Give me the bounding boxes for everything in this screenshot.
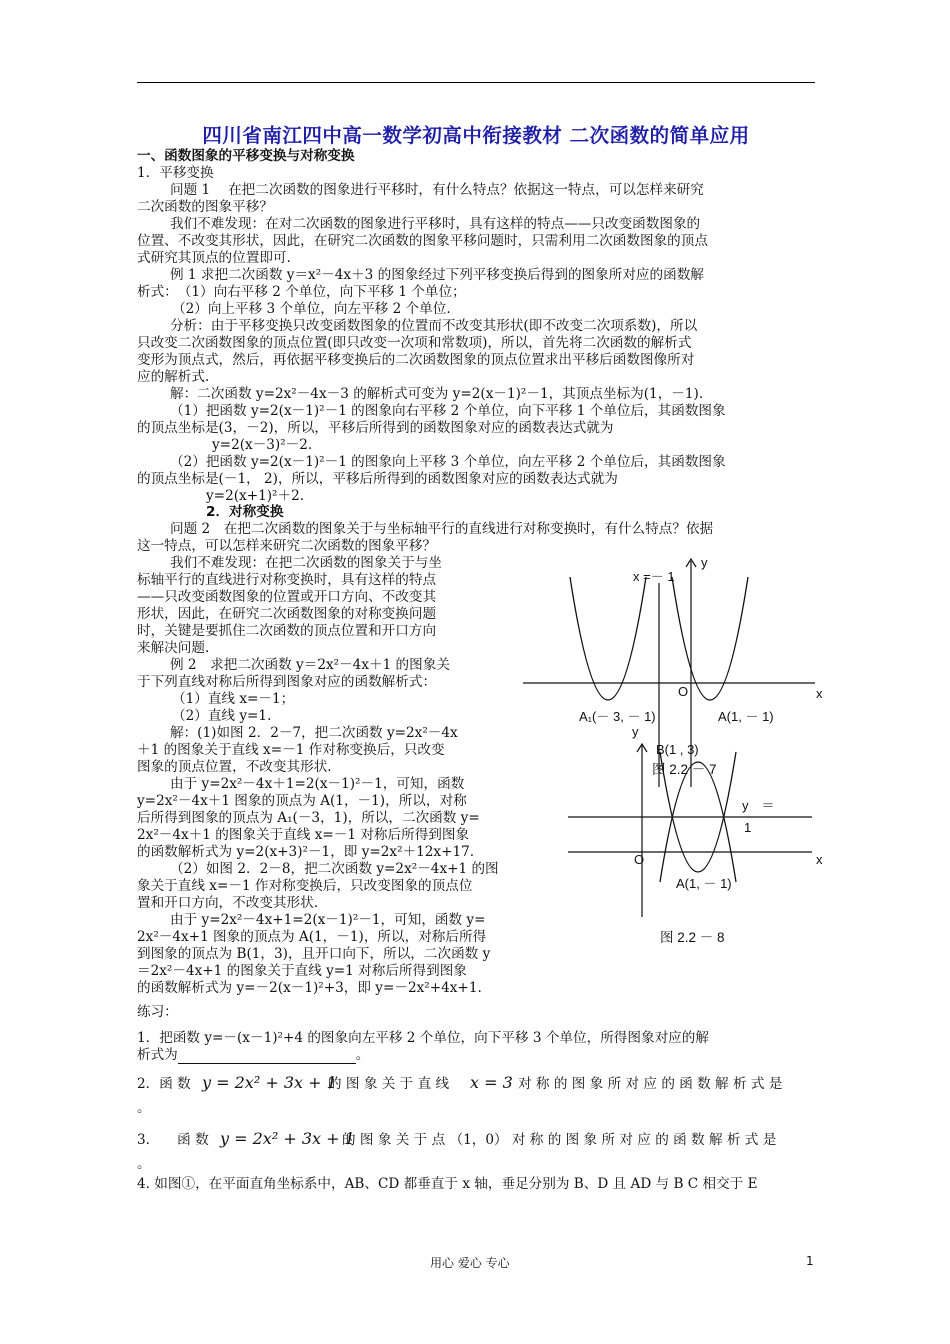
parabola-reflected: [660, 762, 736, 882]
origin-label: O: [678, 684, 689, 699]
text-line: 来解决问题.: [137, 640, 210, 656]
text-line: 。: [137, 1100, 151, 1116]
text-line: 2．函 数: [137, 1076, 191, 1092]
figure-2-2-7-caption: 图 2.2 － 7: [652, 762, 717, 777]
text-line: 位置、不改变其形状，因此，在研究二次函数的图象平移问题时，只需利用二次函数图象的顶点: [137, 233, 708, 249]
text-line: 对 称 的 图 象 所 对 应 的 函 数 解 析 式 是: [518, 1076, 783, 1092]
text-line: 由于 y=2x²－4x+1=2(x－1)²－1，可知，函数 y=: [170, 912, 486, 928]
origin-label: O: [634, 852, 645, 867]
answer-blank[interactable]: [178, 1050, 356, 1064]
text-line: 的顶点坐标是(－1， 2)，所以，平移后所得到的函数图象对应的函数表达式就为: [137, 471, 618, 487]
exercise-2-formula: y = 2x² + 3x + 1: [202, 1073, 337, 1092]
parabola-original: [660, 752, 736, 872]
text-line: 象关于直线 x=－1 作对称变换后，只改变图象的顶点位: [137, 878, 473, 894]
y-label: y: [632, 724, 639, 739]
text-line: （1）把函数 y=2(x－1)²－1 的图象向右平移 2 个单位，向下平移 1 个单位后，其函数图象: [170, 403, 726, 419]
text-line: y=2x²－4x＋1 图象的顶点为 A(1，－1)，所以，对称: [137, 793, 467, 809]
text-line: 只改变二次函数图象的顶点位置(即只改变一次项和常数项)，所以，首先将二次函数的解析式: [137, 335, 692, 351]
y-label: y: [701, 555, 708, 570]
text-line: 例 1 求把二次函数 y＝x²－4x＋3 的图象经过下列平移变换后得到的图象所对应的函数解: [170, 267, 704, 283]
text-line: 例 2 求把二次函数 y＝2x²－4x＋1 的图象关: [170, 657, 450, 673]
text-line: 练习：: [137, 1004, 178, 1020]
text-line: 一、函数图象的平移变换与对称变换: [137, 148, 355, 164]
text-line: 图象的顶点位置，不改变其形状.: [137, 759, 332, 775]
text-line: 的函数解析式为 y=2(x+3)²－1，即 y=2x²＋12x+17.: [137, 844, 475, 860]
exercise-1-end: 。: [355, 1047, 370, 1063]
text-line: 解：二次函数 y=2x²－4x－3 的解析式可变为 y=2(x－1)²－1，其顶点坐标为(1，－1).: [170, 386, 704, 402]
text-line: 二次函数的图象平移？: [137, 199, 273, 215]
text-line: ＋1 的图象关于直线 x=－1 作对称变换后，只改变: [137, 742, 445, 758]
text-line: 。: [137, 1156, 151, 1172]
text-line: 标轴平行的直线进行对称变换时，具有这样的特点: [137, 572, 437, 588]
text-line: 1．把函数 y=－(x－1)²+4 的图象向左平移 2 个单位，向下平移 3 个单位，所得图象对应的解: [137, 1030, 709, 1046]
text-line: 解：(1)如图 2．2－7，把二次函数 y=2x²－4x: [170, 725, 458, 741]
x-label: x: [816, 852, 823, 867]
text-line: 置和开口方向，不改变其形状.: [137, 895, 319, 911]
exercise-1-tail-text: 析式为: [137, 1047, 178, 1063]
line-label-y: y ＝: [742, 798, 775, 813]
text-line: y=2(x－3)²－2.: [212, 437, 313, 453]
text-line: 2．对称变换: [206, 504, 284, 520]
text-line: 析式： （1）向右平移 2 个单位，向下平移 1 个单位；: [137, 284, 466, 300]
text-line: 2x²－4x＋1 的图象关于直线 x=－1 对称后所得到图象: [137, 827, 470, 843]
page-number: 1: [806, 1254, 814, 1268]
text-line: 后所得到图象的顶点为 A₁(－3，1)，所以，二次函数 y=: [137, 810, 480, 826]
text-line: （2）直线 y=1.: [172, 708, 272, 724]
text-line: 我们不难发现：在把二次函数的图象关于与坐: [170, 555, 442, 571]
point-a-label: A(1, － 1): [718, 709, 774, 724]
text-line: y=2(x+1)²＋2.: [206, 488, 305, 504]
text-line: （1）直线 x=－1；: [172, 691, 295, 707]
x-label: x: [816, 686, 823, 701]
point-a-label: A(1, － 1): [676, 876, 732, 891]
footer-slogan: 用心 爱心 专心: [430, 1256, 510, 1270]
text-line: 3. 函 数: [137, 1132, 209, 1148]
text-line: 的 图 象 关 于 点 （1，0） 对 称 的 图 象 所 对 应 的 函 数 解 析 式 是: [342, 1132, 777, 1148]
text-line: （2）向上平移 3 个单位，向左平移 2 个单位.: [172, 301, 451, 317]
text-line: 的顶点坐标是(3，－2)，所以，平移后所得到的函数图象对应的函数表达式就为: [137, 420, 614, 436]
text-line: ＝2x²－4x+1 的图象关于直线 y=1 对称后所得到图象: [137, 963, 467, 979]
text-line: ——只改变函数图象的位置或开口方向、不改变其: [137, 589, 437, 605]
parabola-reflected: [570, 577, 646, 700]
text-line: 2x²－4x+1 图象的顶点为 A(1，－1)，所以，对称后所得: [137, 929, 487, 945]
text-line: 的函数解析式为 y=－2(x－1)²+3，即 y=－2x²+4x+1.: [137, 980, 482, 996]
figure-2-2-8: [560, 722, 830, 922]
exercise-2-line: x = 3: [470, 1073, 513, 1092]
text-line: 形状，因此，在研究二次函数图象的对称变换问题: [137, 606, 437, 622]
text-line: 问题 1 在把二次函数的图象进行平移时，有什么特点？依据这一特点，可以怎样来研究: [170, 182, 704, 198]
page-title: 四川省南江四中高一数学初高中衔接教材 二次函数的简单应用: [202, 124, 750, 147]
exercise-3-formula: y = 2x² + 3x + 1: [220, 1129, 355, 1148]
exercise-1-tail: [137, 1047, 369, 1064]
parabola-original: [672, 577, 748, 700]
line-label: x =－ 1: [633, 569, 675, 584]
text-line: 到图象的顶点为 B(1，3)，且开口向下，所以，二次函数 y: [137, 946, 491, 962]
text-line: 的 图 象 关 于 直 线: [328, 1076, 450, 1092]
text-line: （2）把函数 y=2(x－1)²－1 的图象向上平移 3 个单位，向左平移 2 个单位后，其函数图象: [170, 454, 726, 470]
text-line: 应的解析式.: [137, 369, 210, 385]
text-line: 4. 如图①，在平面直角坐标系中，AB、CD 都垂直于 x 轴，垂足分别为 B、D 且 AD 与 B C 相交于 E: [137, 1176, 758, 1192]
point-a1-label: A₁(－ 3, － 1): [579, 709, 656, 724]
text-line: 分析：由于平移变换只改变函数图象的位置而不改变其形状(即不改变二次项系数)，所以: [170, 318, 698, 334]
text-line: 式研究其顶点的位置即可.: [137, 250, 291, 266]
text-line: 变形为顶点式，然后，再依据平移变换后的二次函数图象的顶点位置求出平移后函数图像所对: [137, 352, 695, 368]
header-rule: [137, 82, 815, 83]
text-line: 时，关键是要抓住二次函数的顶点位置和开口方向: [137, 623, 437, 639]
text-line: （2）如图 2．2－8，把二次函数 y=2x²－4x+1 的图: [170, 861, 499, 877]
text-line: 由于 y=2x²－4x＋1=2(x－1)²－1，可知，函数: [170, 776, 465, 792]
point-b-label: B(1 , 3): [656, 742, 699, 757]
line-label-value: 1: [744, 820, 752, 835]
figure-2-2-8-caption: 图 2.2 － 8: [660, 930, 725, 945]
text-line: 问题 2 在把二次函数的图象关于与坐标轴平行的直线进行对称变换时，有什么特点？依据: [170, 521, 714, 537]
text-line: 1．平移变换: [137, 165, 214, 181]
text-line: 我们不难发现：在对二次函数的图象进行平移时，具有这样的特点——只改变函数图象的: [170, 216, 701, 232]
text-line: 于下列直线对称后所得到图象对应的函数解析式：: [137, 674, 437, 690]
text-line: 这一特点，可以怎样来研究二次函数的图象平移？: [137, 538, 437, 554]
